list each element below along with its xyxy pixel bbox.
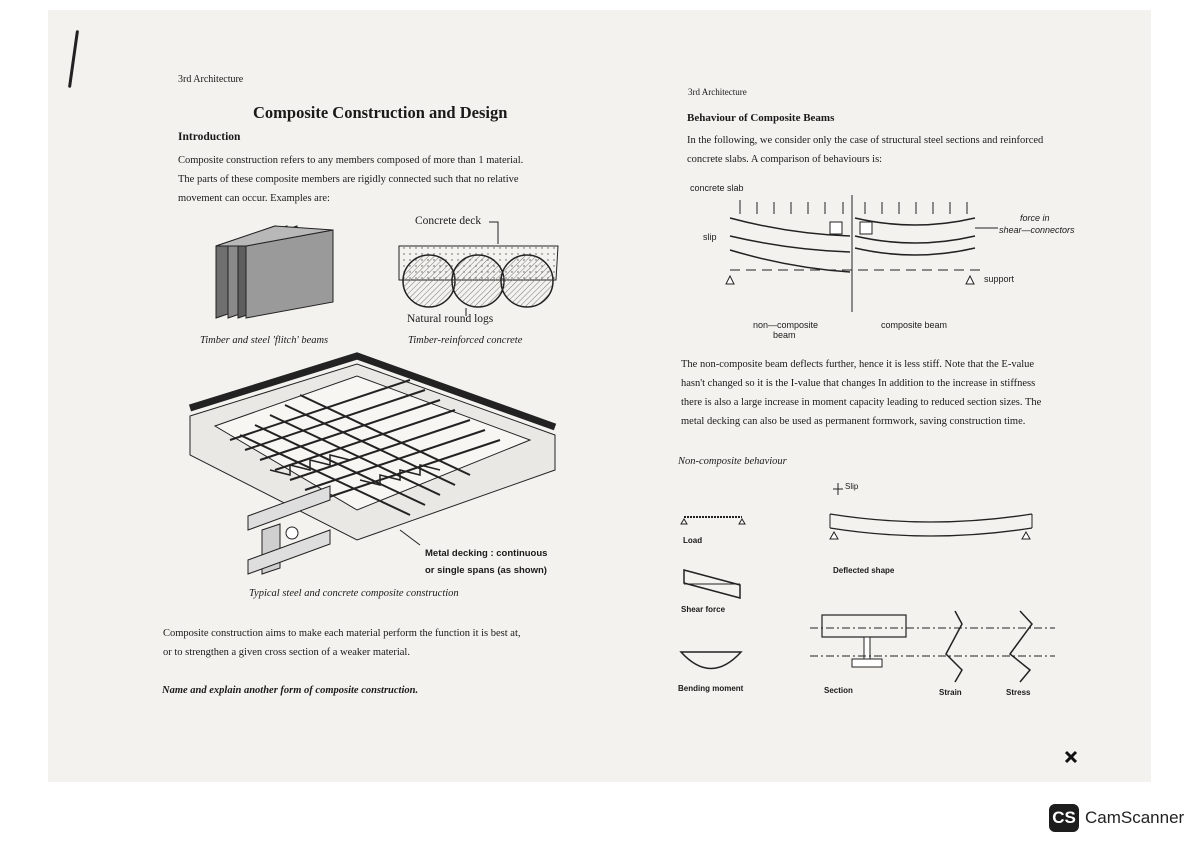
right-header: 3rd Architecture <box>688 87 747 97</box>
pen-x-mark <box>1066 752 1076 762</box>
caption-typical: Typical steel and concrete composite construction <box>249 588 459 599</box>
intro-line: movement can occur. Examples are: <box>178 193 330 204</box>
caption-timber-concrete: Timber-reinforced concrete <box>408 335 523 346</box>
label-shear-connectors: shear—connectors <box>999 225 1075 235</box>
label-composite-beam: composite beam <box>881 320 948 330</box>
label-deflected: Deflected shape <box>833 566 895 575</box>
label-section: Section <box>824 686 853 695</box>
paragraph-line: metal decking can also be used as permanent formwork, saving construction time. <box>681 416 1026 427</box>
intro-heading: Introduction <box>178 131 241 143</box>
paragraph-line: there is also a large increase in moment capacity leading to reduced section sizes. The <box>681 397 1042 408</box>
label-stress: Stress <box>1006 688 1031 697</box>
label-support: support <box>984 274 1015 284</box>
aim-line: Composite construction aims to make each material perform the function it is best at, <box>163 628 521 639</box>
label-metal-decking: Metal decking : continuous <box>425 548 548 559</box>
right-line: In the following, we consider only the case of structural steel sections and reinforced <box>687 135 1044 146</box>
flitch-beam-drawing <box>216 226 333 318</box>
label-non-composite-beam: beam <box>773 330 796 340</box>
label-concrete-deck: Concrete deck <box>415 215 482 227</box>
label-load: Load <box>683 536 703 545</box>
timber-concrete-drawing <box>399 222 558 316</box>
aim-line: or to strengthen a given cross section of a weaker material. <box>163 647 410 658</box>
left-header: 3rd Architecture <box>178 74 244 85</box>
label-force-in: force in <box>1020 213 1050 223</box>
composite-slab-drawing <box>190 356 555 574</box>
behaviour-diagrams <box>681 483 1055 682</box>
label-slip: slip <box>703 232 717 242</box>
label-shear: Shear force <box>681 605 726 614</box>
camscanner-text: CamScanner <box>1085 808 1185 827</box>
label-concrete-slab: concrete slab <box>690 183 744 193</box>
camscanner-logo: CS <box>1049 804 1079 832</box>
intro-line: Composite construction refers to any members composed of more than 1 material. <box>178 155 524 166</box>
paragraph-line: hasn't changed so it is the I-value that changes In addition to the increase in stiffness <box>681 378 1036 389</box>
paragraph-line: The non-composite beam deflects further, hence it is less stiff. Note that the E-value <box>681 359 1035 370</box>
intro-line: The parts of these composite members are rigidly connected such that no relative <box>178 174 519 185</box>
label-metal-decking-2: or single spans (as shown) <box>425 565 547 576</box>
label-slip-small: Slip <box>845 482 859 491</box>
right-heading: Behaviour of Composite Beams <box>687 112 835 124</box>
label-strain: Strain <box>939 688 962 697</box>
label-natural-logs: Natural round logs <box>407 313 494 325</box>
left-title: Composite Construction and Design <box>253 103 508 122</box>
caption-flitch: Timber and steel 'flitch' beams <box>200 335 329 346</box>
non-composite-heading: Non-composite behaviour <box>678 456 787 467</box>
beam-comparison-drawing <box>726 195 998 312</box>
label-bending: Bending moment <box>678 684 744 693</box>
right-line: concrete slabs. A comparison of behaviours is: <box>687 154 883 165</box>
question-text: Name and explain another form of composite construction. <box>162 685 419 696</box>
label-non-composite: non—composite <box>753 320 819 330</box>
